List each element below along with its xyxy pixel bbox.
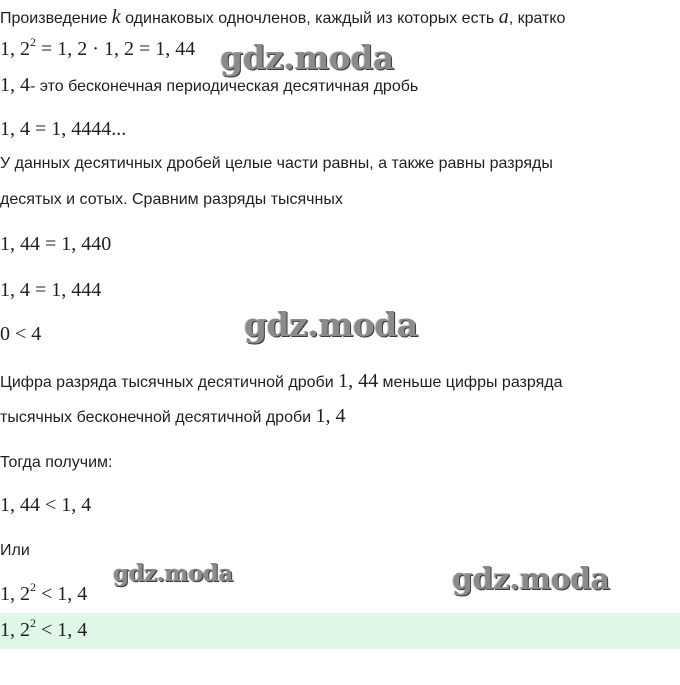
- text: Произведение: [0, 10, 112, 27]
- watermark: gdz.moda: [220, 38, 394, 77]
- line-7-formula: 1, 44 = 1, 440: [0, 233, 112, 255]
- line-11: тысячных бесконечной десятичной дроби 1, 4: [0, 405, 346, 427]
- text: , кратко: [508, 10, 566, 27]
- line-6: десятых и сотых. Сравним разряды тысячных: [0, 191, 343, 208]
- line-15-formula: 1, $2^2 < 1$, 4: [0, 580, 88, 605]
- line-14: Или: [0, 542, 30, 559]
- line-1: [0, 6, 565, 29]
- var-a: a: [498, 6, 509, 28]
- line-13-formula: 1, 44 < 1, 4: [0, 494, 92, 516]
- answer-formula: 1, $2^2 < 1$, 4: [0, 616, 88, 641]
- watermark: gdz.moda: [452, 562, 610, 597]
- line-4-formula: 1, 4 = 1, 4444...: [0, 118, 127, 140]
- line-10: Цифра разряда тысячных десятичной дроби 1, 44 меньше цифры разряда: [0, 370, 563, 392]
- watermark: gdz.moda: [244, 305, 418, 344]
- var-k: k: [111, 6, 121, 28]
- line-5: У данных десятичных дробей целые части равны, а также равны разряды: [0, 155, 553, 172]
- line-3: 1, 4- это бесконечная периодическая десятичная дробь: [0, 74, 419, 96]
- watermark: gdz.moda: [113, 560, 233, 587]
- line-9-formula: 0 < 4: [0, 323, 42, 345]
- answer-highlight: [0, 613, 680, 649]
- text: одинаковых одночленов, каждый из которых есть: [120, 10, 499, 27]
- line-8-formula: 1, 4 = 1, 444: [0, 279, 102, 301]
- line-12: Тогда получим:: [0, 454, 113, 471]
- line-2-formula: 1, $2^2 = 1$, 2 · 1, 2 = 1, 44: [0, 35, 196, 60]
